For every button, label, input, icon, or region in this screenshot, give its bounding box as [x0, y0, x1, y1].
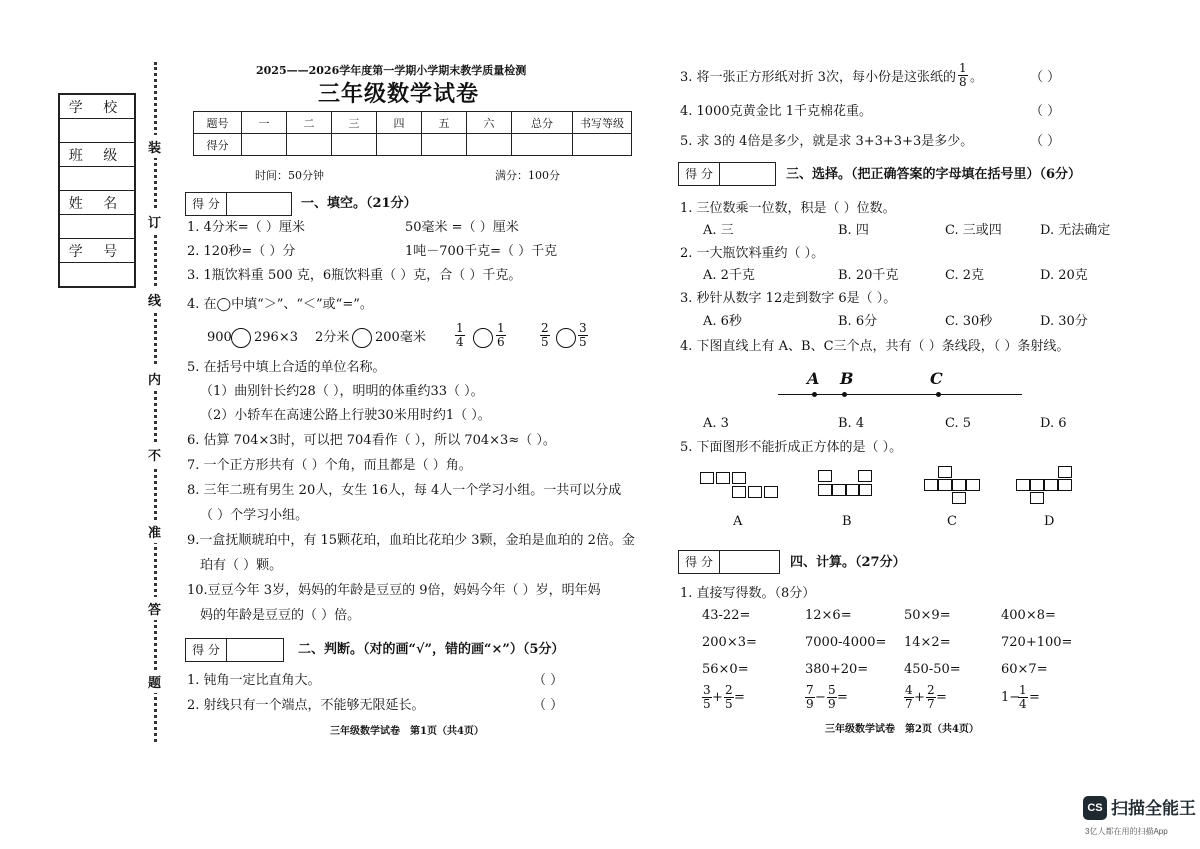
numerator: 3	[703, 683, 711, 697]
fraction	[540, 322, 550, 349]
operand: 1−	[1001, 690, 1021, 705]
denominator: 4	[456, 335, 464, 349]
question: 5. 求 3的 4倍是多少，就是求 3+3+3+3是多少。	[680, 134, 974, 149]
score-header: 总分	[512, 112, 573, 134]
class-field	[59, 167, 135, 191]
denominator: 6	[497, 335, 505, 349]
fraction	[702, 684, 712, 711]
option: C. 2克	[945, 268, 985, 283]
fraction	[958, 62, 968, 89]
time-limit: 时间：50分钟	[255, 169, 324, 182]
question: 9.一盒抚顺琥珀中，有 15颗花珀，血珀比花珀少 3颗，金珀是血珀的 2倍。金	[187, 533, 635, 548]
question: 1吨－700千克=（ ）千克	[405, 244, 558, 259]
binding-char: 准	[148, 520, 161, 543]
net-a	[700, 472, 782, 504]
app-logo-icon: CS	[1083, 796, 1107, 820]
question: 1. 直接写得数。（8分）	[680, 586, 816, 601]
binding-char: 答	[148, 597, 161, 620]
option: A. 6秒	[703, 314, 742, 329]
score-box-label: 得 分	[679, 551, 720, 573]
option: A. 3	[703, 416, 729, 431]
calc-item: 50×9=	[904, 608, 951, 623]
point-a-label: A	[807, 369, 820, 388]
app-name: 扫描全能王	[1111, 799, 1196, 818]
question: 1. 三位数乘一位数，积是（ ）位数。	[680, 201, 896, 216]
operator: +	[712, 690, 723, 705]
equals: =	[1029, 690, 1040, 705]
score-box	[185, 192, 292, 216]
question: 妈的年龄是豆豆的（ ）倍。	[200, 608, 361, 623]
compare-left: 900	[207, 330, 232, 345]
numerator: 2	[927, 683, 935, 697]
fraction	[805, 684, 815, 711]
option: D. 无法确定	[1040, 223, 1111, 238]
question: 4. 1000克黄金比 1千克棉花重。	[680, 104, 873, 119]
question: 5. 下面图形不能折成正方体的是（ ）。	[680, 440, 903, 455]
label-class: 班 级	[59, 143, 135, 167]
calc-item: 56×0=	[702, 662, 749, 677]
operator: +	[914, 690, 925, 705]
score-box-label: 得 分	[186, 639, 227, 661]
denominator: 8	[959, 75, 967, 89]
score-header: 三	[332, 112, 377, 134]
numerator: 2	[541, 321, 549, 335]
section4-heading: 四、计算。（27分）	[790, 555, 906, 570]
point-c-dot	[936, 392, 941, 397]
question: 3. 1瓶饮料重 500 克，6瓶饮料重（ ）克，合（ ）千克。	[187, 268, 522, 283]
fraction	[827, 684, 837, 711]
question: 3. 秒针从数字 12走到数字 6是（ ）。	[680, 291, 897, 306]
score-header: 五	[422, 112, 467, 134]
label-id: 学 号	[59, 239, 135, 263]
numerator: 1	[959, 61, 967, 75]
question: 2. 射线只有一个端点，不能够无限延长。	[187, 698, 425, 713]
fraction	[496, 322, 506, 349]
option: B. 20千克	[838, 268, 899, 283]
net-label: B	[842, 514, 852, 529]
answer-paren: （ ）	[1030, 134, 1061, 149]
score-cell	[467, 134, 512, 156]
school-field	[59, 119, 135, 143]
binding-char: 装	[148, 135, 161, 158]
equals: =	[837, 690, 848, 705]
score-cell	[422, 134, 467, 156]
numerator: 1	[497, 321, 505, 335]
option: A. 2千克	[703, 268, 755, 283]
score-box	[185, 638, 284, 662]
question: 4. 下图直线上有 A、B、C三个点，共有（ ）条线段，（ ）条射线。	[680, 339, 1070, 354]
score-cell	[377, 134, 422, 156]
binding-char: 内	[148, 367, 161, 390]
net-b	[818, 470, 876, 500]
compare-circle	[556, 328, 576, 348]
question: 7. 一个正方形共有（ ）个角，而且都是（ ）角。	[187, 458, 472, 473]
denominator: 9	[828, 697, 836, 711]
point-a-dot	[812, 392, 817, 397]
score-header: 二	[287, 112, 332, 134]
question: （ ）个学习小组。	[200, 508, 309, 523]
score-header: 题号	[194, 112, 242, 134]
question: 1. 钝角一定比直角大。	[187, 673, 321, 688]
score-cell	[512, 134, 573, 156]
question: （2）小轿车在高速公路上行驶30米用时约1（ ）。	[200, 408, 491, 423]
calc-item: 60×7=	[1001, 662, 1048, 677]
binding-char: 不	[148, 443, 161, 466]
app-tagline: 3亿人都在用的扫描App	[1085, 827, 1168, 836]
score-table	[193, 111, 632, 156]
compare-right: 200毫米	[375, 330, 426, 345]
question: 2. 120秒=（ ）分	[187, 244, 296, 259]
denominator: 7	[927, 697, 935, 711]
denominator: 7	[905, 697, 913, 711]
page-footer: 三年级数学试卷 第2页（共4页）	[825, 724, 979, 735]
score-box-label: 得 分	[186, 193, 227, 215]
question: 6. 估算 704×3时，可以把 704看作（ ），所以 704×3≈（ ）。	[187, 433, 556, 448]
exam-subtitle: 2025——2026学年度第一学期小学期末教学质量检测	[256, 64, 527, 77]
answer-paren: （ ）	[1030, 70, 1061, 85]
point-c-label: C	[930, 369, 943, 388]
score-cell	[287, 134, 332, 156]
name-field	[59, 215, 135, 239]
fraction	[724, 684, 734, 711]
binding-char: 题	[148, 670, 161, 693]
label-name: 姓 名	[59, 191, 135, 215]
option: B. 4	[838, 416, 865, 431]
compare-right: 296×3	[254, 330, 298, 345]
denominator: 5	[579, 335, 587, 349]
fraction	[455, 322, 465, 349]
answer-paren: （ ）	[533, 673, 564, 688]
score-header: 四	[377, 112, 422, 134]
page-footer: 三年级数学试卷 第1页（共4页）	[330, 726, 484, 737]
question: 珀有（ ）颗。	[200, 558, 283, 573]
option: A. 三	[703, 223, 734, 238]
exam-title: 三年级数学试卷	[318, 81, 480, 107]
point-b-label: B	[840, 369, 854, 388]
fraction	[1018, 684, 1028, 711]
denominator: 5	[541, 335, 549, 349]
calc-item: 400×8=	[1001, 608, 1056, 623]
question: 50毫米 =（ ）厘米	[405, 220, 519, 235]
operator: −	[815, 690, 826, 705]
denominator: 9	[806, 697, 814, 711]
net-label: C	[947, 514, 957, 529]
point-b-dot	[842, 392, 847, 397]
net-d	[1016, 466, 1074, 508]
equals: =	[936, 690, 947, 705]
calc-item: 14×2=	[904, 635, 951, 650]
question: （1）曲别针长约28（ ），明明的体重约33（ ）。	[200, 384, 484, 399]
score-box-label: 得 分	[679, 163, 720, 185]
answer-paren: （ ）	[1030, 104, 1061, 119]
question: 3. 将一张正方形纸对折 3次，每小份是这张纸的	[680, 70, 956, 85]
option: D. 30分	[1040, 314, 1088, 329]
section3-heading: 三、选择。（把正确答案的字母填在括号里）（6分）	[786, 167, 1082, 182]
numerator: 5	[828, 683, 836, 697]
label-school: 学 校	[59, 94, 135, 119]
option: B. 四	[838, 223, 869, 238]
period: 。	[970, 70, 984, 85]
numerator: 7	[806, 683, 814, 697]
fraction	[926, 684, 936, 711]
score-cell	[242, 134, 287, 156]
question: 4. 在◯中填“＞”、“＜”或“=”。	[187, 297, 373, 312]
question: 1. 4分米=（ ）厘米	[187, 220, 305, 235]
numerator: 3	[579, 321, 587, 335]
numerator: 4	[905, 683, 913, 697]
score-header: 六	[467, 112, 512, 134]
fraction	[904, 684, 914, 711]
id-field	[59, 263, 135, 288]
section1-heading: 一、填空。（21分）	[301, 196, 417, 211]
equals: =	[734, 690, 745, 705]
denominator: 4	[1019, 697, 1027, 711]
option: C. 30秒	[945, 314, 993, 329]
score-cell	[332, 134, 377, 156]
numerator: 1	[456, 321, 464, 335]
question: 10.豆豆今年 3岁，妈妈的年龄是豆豆的 9倍，妈妈今年（ ）岁，明年妈	[187, 583, 601, 598]
denominator: 5	[703, 697, 711, 711]
calc-item: 7000-4000=	[805, 635, 887, 650]
binding-char: 订	[148, 210, 161, 233]
binding-char: 线	[148, 288, 161, 311]
net-c	[924, 466, 982, 508]
binding-line	[154, 62, 157, 742]
score-box	[678, 550, 780, 574]
net-label: A	[733, 514, 743, 529]
compare-circle	[473, 328, 493, 348]
calc-item: 450-50=	[904, 662, 961, 677]
section2-heading: 二、判断。（对的画“√”，错的画“×”）（5分）	[298, 642, 565, 657]
calc-item: 200×3=	[702, 635, 757, 650]
numerator: 2	[725, 683, 733, 697]
question: 2. 一大瓶饮料重约（ ）。	[680, 246, 825, 261]
score-box	[678, 162, 776, 186]
calc-item: 380+20=	[805, 662, 869, 677]
fraction	[578, 322, 588, 349]
calc-item: 720+100=	[1001, 635, 1073, 650]
score-header: 书写等级	[573, 112, 632, 134]
student-info-table	[58, 93, 136, 288]
compare-left: 2分米	[315, 330, 350, 345]
option: D. 20克	[1040, 268, 1088, 283]
denominator: 5	[725, 697, 733, 711]
calc-item: 12×6=	[805, 608, 852, 623]
full-score: 满分：100分	[495, 169, 560, 182]
question: 5. 在括号中填上合适的单位名称。	[187, 360, 386, 375]
option: C. 5	[945, 416, 972, 431]
compare-circle	[352, 328, 372, 348]
net-label: D	[1044, 514, 1055, 529]
answer-paren: （ ）	[533, 698, 564, 713]
compare-circle	[231, 328, 251, 348]
question: 8. 三年二班有男生 20人，女生 16人，每 4人一个学习小组。一共可以分成	[187, 483, 622, 498]
option: D. 6	[1040, 416, 1067, 431]
calc-item: 43-22=	[702, 608, 751, 623]
option: C. 三或四	[945, 223, 1002, 238]
option: B. 6分	[838, 314, 878, 329]
numerator: 1	[1019, 683, 1027, 697]
score-row-label: 得分	[194, 134, 242, 156]
score-cell	[573, 134, 632, 156]
score-header: 一	[242, 112, 287, 134]
